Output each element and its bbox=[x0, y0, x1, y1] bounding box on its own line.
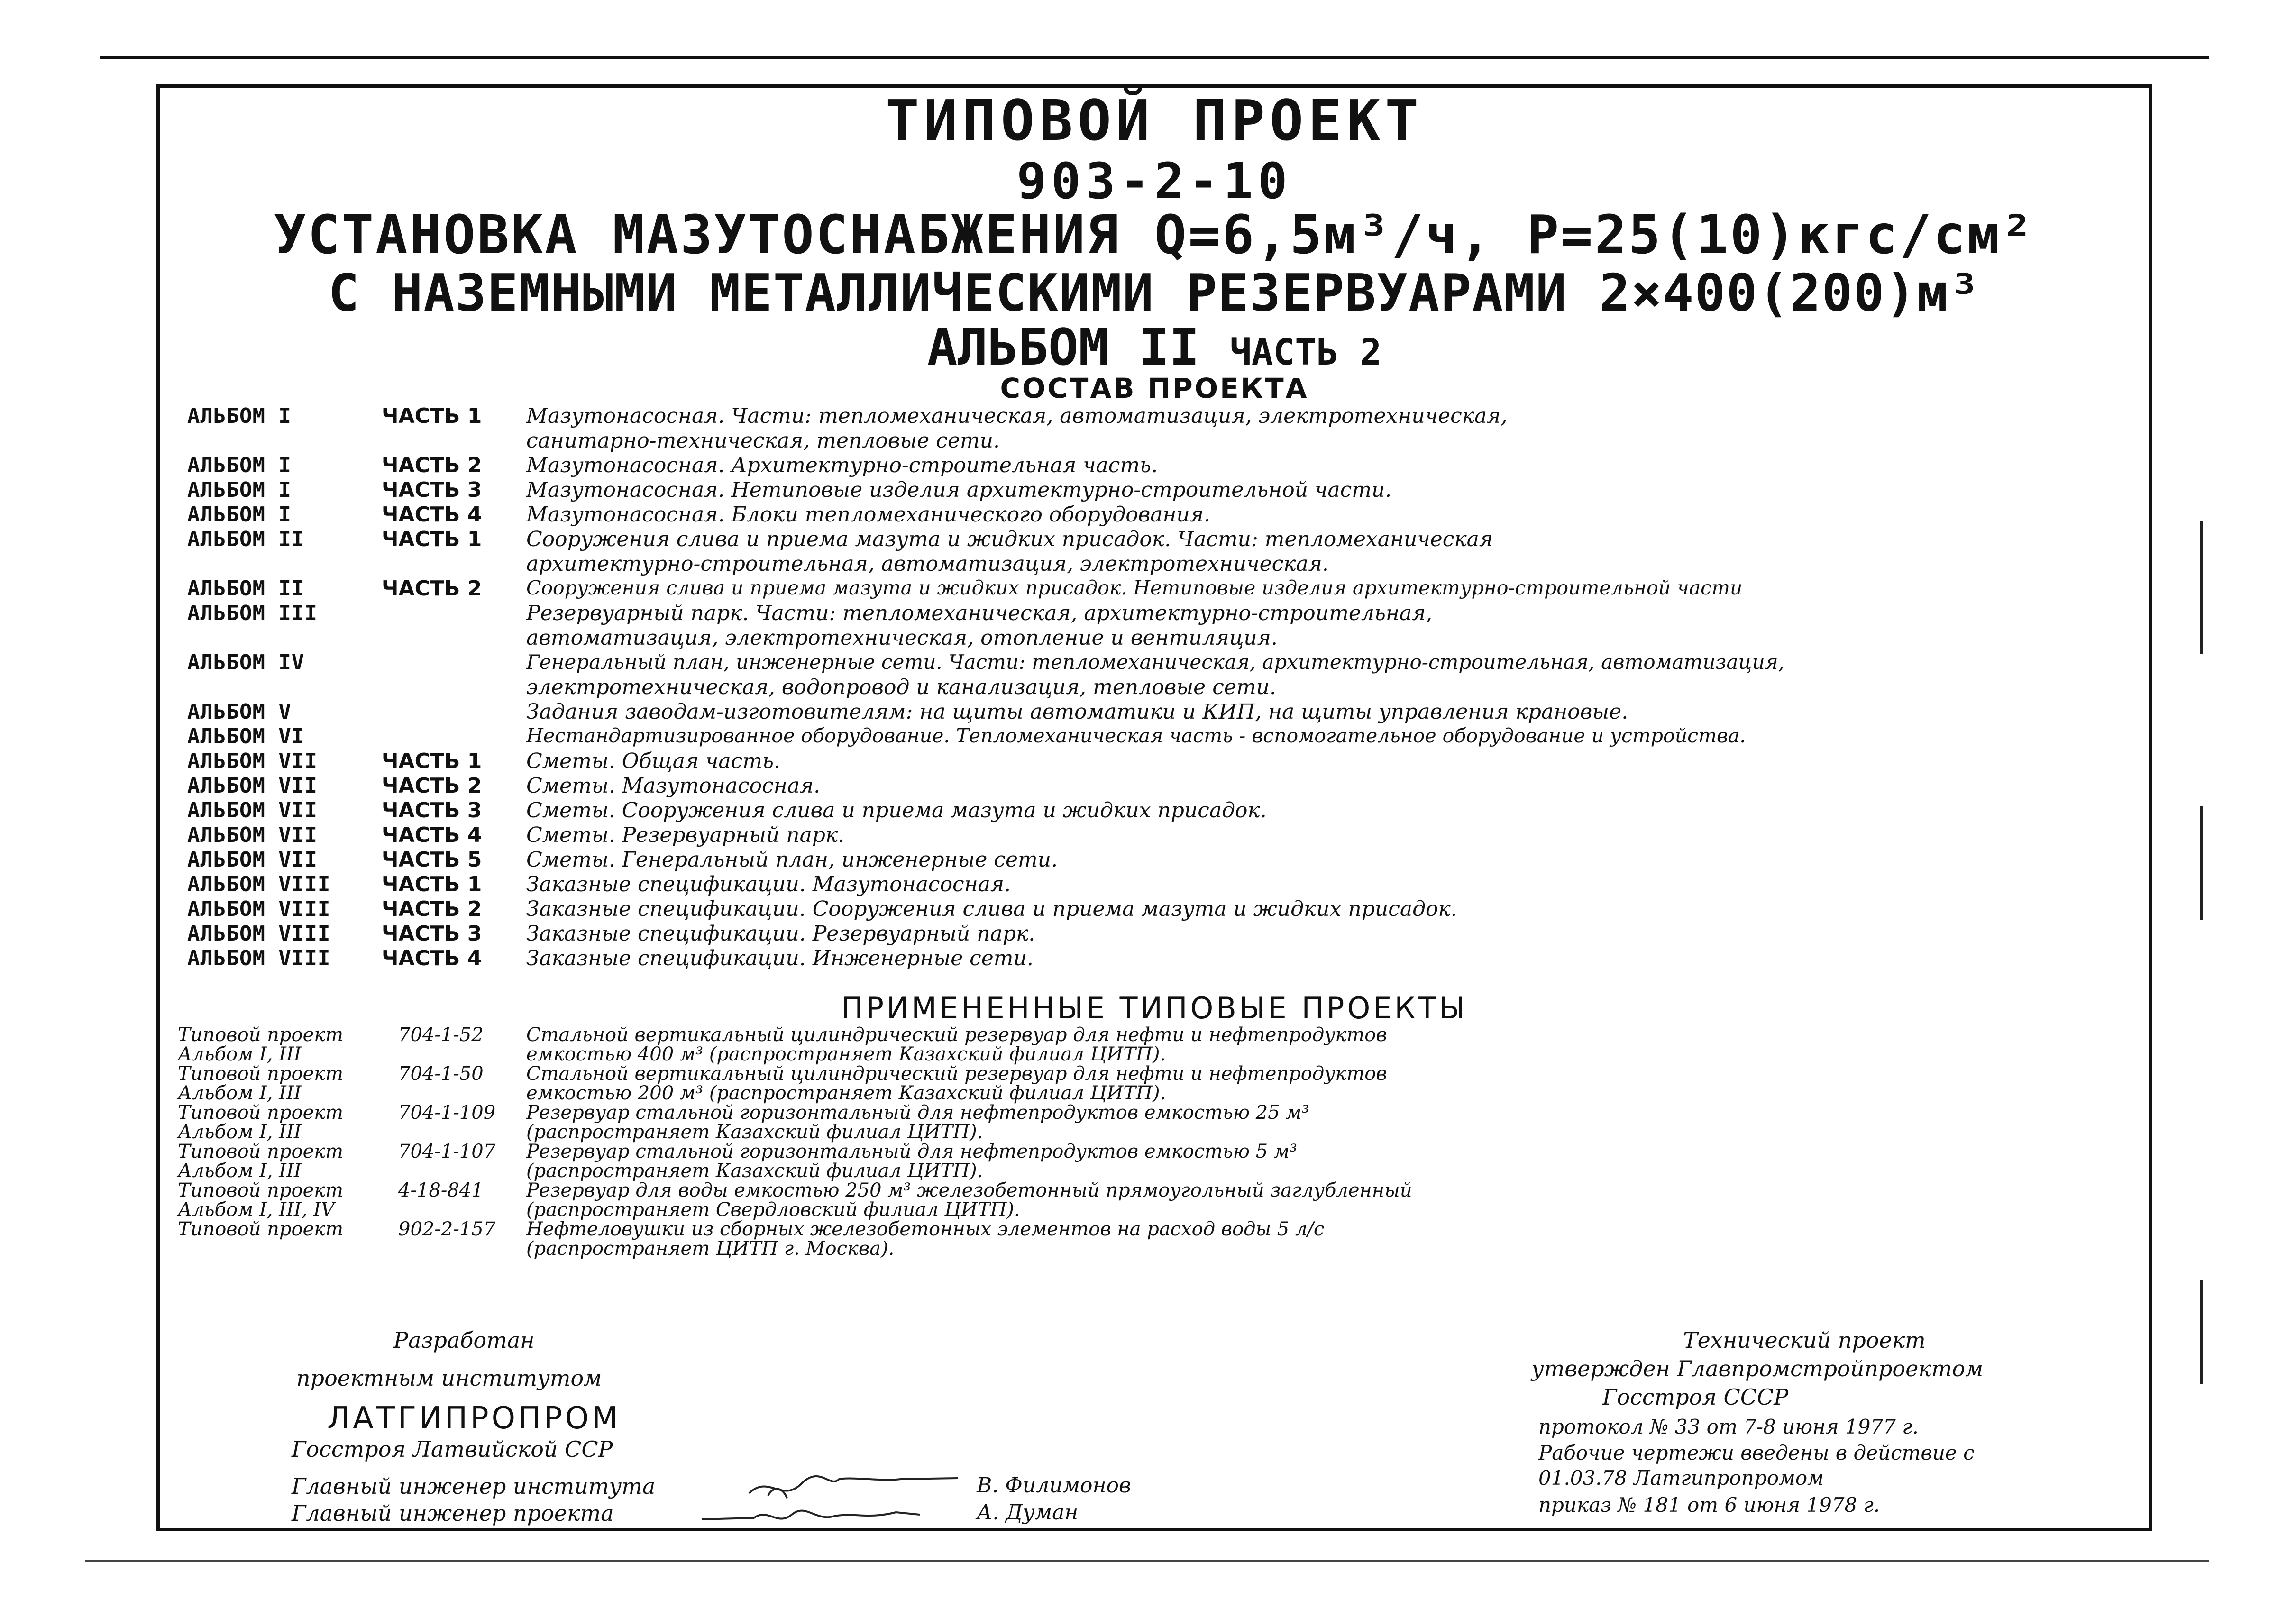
effective-date: 01.03.78 Латгипропромом bbox=[1538, 1466, 1824, 1490]
reference-label: Типовой проект bbox=[178, 1218, 344, 1240]
description: Заказные спецификации. Сооружения слива и приема мазута и жидких присадок. bbox=[526, 897, 1457, 921]
reference-number: 704-1-109 bbox=[398, 1102, 496, 1124]
reference-label: Типовой проект bbox=[178, 1102, 344, 1124]
description: Мазутонасосная. Блоки тепломеханического оборудования. bbox=[526, 503, 1210, 527]
description: Заказные спецификации. Резервуарный парк. bbox=[526, 922, 1035, 946]
reference-description: Резервуар стальной горизонтальный для нефтепродуктов емкостью 5 м³ bbox=[526, 1141, 1298, 1162]
reference-description: Стальной вертикальный цилиндрический резервуар для нефти и нефтепродуктов bbox=[526, 1063, 1387, 1085]
project-title-line1: УСТАНОВКА МАЗУТОСНАБЖЕНИЯ Q=6,5м³/ч, Р=25(10)кгс/см² bbox=[274, 204, 2035, 266]
list-item bbox=[187, 798, 2155, 823]
description: санитарно-техническая, тепловые сети. bbox=[526, 429, 1000, 453]
reference-label: Типовой проект bbox=[178, 1141, 344, 1162]
album-label: АЛЬБОМ VII bbox=[187, 798, 318, 823]
reference-number: 704-1-107 bbox=[398, 1141, 496, 1162]
reference-label: Альбом I, III bbox=[178, 1082, 302, 1104]
album-label: АЛЬБОМ VIII bbox=[187, 946, 331, 970]
description: электротехническая, водопровод и канализация, тепловые сети. bbox=[526, 675, 1276, 699]
drawings-effective-label: Рабочие чертежи введены в действие с bbox=[1538, 1441, 1975, 1464]
description: Мазутонасосная. Архитектурно-строительная часть. bbox=[526, 453, 1158, 477]
part-label: ЧАСТЬ 2 bbox=[382, 897, 482, 921]
list-item bbox=[187, 429, 2155, 453]
list-item bbox=[178, 1238, 2145, 1260]
description: Сметы. Сооружения слива и приема мазута и жидких присадок. bbox=[526, 798, 1267, 823]
right-margin-tick bbox=[2200, 1280, 2203, 1384]
top-rule bbox=[100, 56, 2209, 59]
list-item bbox=[178, 1121, 2145, 1141]
list-item bbox=[178, 1160, 2145, 1182]
description: архитектурно-строительная, автоматизация, электротехническая. bbox=[526, 552, 1329, 576]
chief-engineer-project-label: Главный инженер проекта bbox=[292, 1500, 614, 1526]
description: Заказные спецификации. Инженерные сети. bbox=[526, 946, 1034, 970]
list-item bbox=[187, 700, 2155, 724]
reference-description: емкостью 400 м³ (распространяет Казахский филиал ЦИТП). bbox=[526, 1043, 1166, 1065]
album-label: АЛЬБОМ I bbox=[187, 503, 292, 527]
list-item bbox=[187, 404, 2155, 429]
list-item bbox=[187, 503, 2155, 527]
bottom-rule bbox=[85, 1560, 2209, 1562]
list-item bbox=[187, 774, 2155, 798]
reference-number: 704-1-52 bbox=[398, 1024, 484, 1046]
composition-heading: СОСТАВ ПРОЕКТА bbox=[1000, 372, 1309, 404]
list-item bbox=[187, 675, 2155, 700]
description: Генеральный план, инженерные сети. Части: тепломеханическая, архитектурно-строительная, автоматизация, bbox=[526, 650, 1784, 674]
reference-number: 4-18-841 bbox=[398, 1179, 484, 1201]
part-label: ЧАСТЬ 4 bbox=[382, 503, 482, 527]
album-number: АЛЬБОМ II bbox=[927, 318, 1200, 376]
description: Сооружения слива и приема мазута и жидких присадок. Части: тепломеханическая bbox=[526, 527, 1493, 551]
list-item bbox=[178, 1063, 2145, 1085]
list-item bbox=[187, 724, 2155, 749]
list-item bbox=[178, 1179, 2145, 1199]
reference-number: 902-2-157 bbox=[398, 1218, 496, 1240]
album-label: АЛЬБОМ III bbox=[187, 601, 318, 625]
reference-description: Нефтеловушки из сборных железобетонных элементов на расход воды 5 л/с bbox=[526, 1218, 1325, 1240]
list-item bbox=[178, 1218, 2145, 1238]
list-item bbox=[187, 749, 2155, 774]
list-item bbox=[187, 650, 2155, 675]
description: Мазутонасосная. Нетиповые изделия архитектурно-строительной части. bbox=[526, 478, 1392, 502]
part-label: ЧАСТЬ 3 bbox=[382, 478, 482, 502]
developed-by-label: Разработан bbox=[393, 1327, 535, 1353]
list-item bbox=[187, 478, 2155, 503]
chief-engineer-project-name: А. Думан bbox=[977, 1500, 1079, 1525]
part-label: ЧАСТЬ 1 bbox=[382, 749, 482, 773]
part-label: ЧАСТЬ 5 bbox=[382, 848, 482, 872]
reference-label: Типовой проект bbox=[178, 1024, 344, 1046]
list-item bbox=[187, 922, 2155, 946]
album-label: АЛЬБОМ II bbox=[187, 576, 305, 601]
description: Сметы. Генеральный план, инженерные сети. bbox=[526, 848, 1058, 872]
list-item bbox=[187, 823, 2155, 848]
list-item bbox=[187, 527, 2155, 552]
part-label: ЧАСТЬ 3 bbox=[382, 922, 482, 946]
list-item bbox=[178, 1199, 2145, 1221]
list-item bbox=[178, 1102, 2145, 1124]
album-label: АЛЬБОМ I bbox=[187, 478, 292, 502]
project-title-line2: С НАЗЕМНЫМИ МЕТАЛЛИЧЕСКИМИ РЕЗЕРВУАРАМИ 2×400(200)м³ bbox=[328, 264, 1981, 323]
reference-label: Типовой проект bbox=[178, 1179, 344, 1201]
institute-parent: Госстроя Латвийской ССР bbox=[292, 1436, 613, 1462]
right-margin-tick bbox=[2200, 806, 2203, 920]
part-label: ЧАСТЬ 2 bbox=[382, 453, 482, 477]
list-item bbox=[187, 626, 2155, 650]
part-label: ЧАСТЬ 1 bbox=[382, 527, 482, 551]
album-label: АЛЬБОМ VIII bbox=[187, 872, 331, 896]
reference-description: емкостью 200 м³ (распространяет Казахский филиал ЦИТП). bbox=[526, 1082, 1166, 1104]
album-label: АЛЬБОМ VIII bbox=[187, 897, 331, 921]
reference-label: Типовой проект bbox=[178, 1063, 344, 1085]
list-item bbox=[187, 897, 2155, 922]
applied-projects-list bbox=[178, 1024, 2145, 1260]
institute-name: ЛАТГИПРОПРОМ bbox=[327, 1401, 621, 1436]
reference-description: (распространяет Казахский филиал ЦИТП). bbox=[526, 1160, 983, 1182]
part-label: ЧАСТЬ 2 bbox=[382, 576, 482, 601]
reference-label: Альбом I, III bbox=[178, 1160, 302, 1182]
reference-number: 704-1-50 bbox=[398, 1063, 484, 1085]
part-label: ЧАСТЬ 3 bbox=[382, 798, 482, 823]
reference-label: Альбом I, III bbox=[178, 1043, 302, 1065]
album-label: АЛЬБОМ VII bbox=[187, 848, 318, 872]
approval-authority: Госстроя СССР bbox=[1602, 1384, 1789, 1410]
approved-by: утвержден Главпромстройпроектом bbox=[1531, 1356, 1984, 1381]
order-reference: приказ № 181 от 6 июня 1978 г. bbox=[1538, 1493, 1880, 1517]
title-typical-project: ТИПОВОЙ ПРОЕКТ bbox=[885, 88, 1424, 153]
reference-label: Альбом I, III bbox=[178, 1121, 302, 1143]
description: Резервуарный парк. Части: тепломеханическая, архитектурно-строительная, bbox=[526, 601, 1433, 625]
album-label: АЛЬБОМ I bbox=[187, 404, 292, 428]
album-label: АЛЬБОМ VII bbox=[187, 823, 318, 847]
list-item bbox=[178, 1043, 2145, 1063]
description: Мазутонасосная. Части: тепломеханическая, автоматизация, электротехническая, bbox=[526, 404, 1508, 428]
album-heading bbox=[156, 318, 2152, 376]
list-item bbox=[178, 1024, 2145, 1046]
list-item bbox=[187, 601, 2155, 626]
description: Задания заводам-изготовителям: на щиты автоматики и КИП, на щиты управления крановые. bbox=[526, 700, 1628, 724]
album-label: АЛЬБОМ VII bbox=[187, 774, 318, 798]
description: Сооружения слива и приема мазута и жидких присадок. Нетиповые изделия архитектурно-строительной части bbox=[526, 576, 1743, 599]
album-label: АЛЬБОМ II bbox=[187, 527, 305, 551]
reference-description: Стальной вертикальный цилиндрический резервуар для нефти и нефтепродуктов bbox=[526, 1024, 1387, 1046]
list-item bbox=[178, 1141, 2145, 1160]
reference-label: Альбом I, III, IV bbox=[178, 1199, 335, 1221]
reference-description: (распространяет Казахский филиал ЦИТП). bbox=[526, 1121, 983, 1143]
part-label: ЧАСТЬ 4 bbox=[382, 823, 482, 847]
album-label: АЛЬБОМ V bbox=[187, 700, 292, 724]
list-item bbox=[187, 848, 2155, 872]
signature-mark bbox=[697, 1493, 924, 1536]
album-label: АЛЬБОМ VI bbox=[187, 724, 305, 749]
description: Нестандартизированное оборудование. Тепломеханическая часть - вспомогательное оборудование и устройства. bbox=[526, 724, 1746, 747]
reference-description: Резервуар стальной горизонтальный для нефтепродуктов емкостью 25 м³ bbox=[526, 1102, 1309, 1124]
part-label: ЧАСТЬ 1 bbox=[382, 404, 482, 428]
list-item bbox=[187, 946, 2155, 971]
applied-projects-heading: ПРИМЕНЕННЫЕ ТИПОВЫЕ ПРОЕКТЫ bbox=[841, 991, 1468, 1025]
description: Заказные спецификации. Мазутонасосная. bbox=[526, 872, 1011, 896]
reference-description: (распространяет Свердловский филиал ЦИТП). bbox=[526, 1199, 1020, 1221]
album-label: АЛЬБОМ VIII bbox=[187, 922, 331, 946]
composition-list bbox=[187, 404, 2155, 971]
album-label: АЛЬБОМ IV bbox=[187, 650, 305, 675]
technical-project-label: Технический проект bbox=[1683, 1327, 1926, 1353]
chief-engineer-institute-label: Главный инженер института bbox=[292, 1473, 656, 1499]
description: Сметы. Общая часть. bbox=[526, 749, 780, 773]
approval-protocol: протокол № 33 от 7-8 июня 1977 г. bbox=[1538, 1415, 1919, 1438]
list-item bbox=[187, 552, 2155, 576]
list-item bbox=[178, 1082, 2145, 1102]
list-item bbox=[187, 453, 2155, 478]
reference-description: Резервуар для воды емкостью 250 м³ железобетонный прямоугольный заглубленный bbox=[526, 1179, 1412, 1201]
description: Сметы. Резервуарный парк. bbox=[526, 823, 845, 847]
part-label: ЧАСТЬ 4 bbox=[382, 946, 482, 970]
album-label: АЛЬБОМ VII bbox=[187, 749, 318, 773]
right-margin-tick bbox=[2200, 521, 2203, 654]
list-item bbox=[187, 872, 2155, 897]
reference-description: (распространяет ЦИТП г. Москва). bbox=[526, 1238, 895, 1260]
part-label: ЧАСТЬ 1 bbox=[382, 872, 482, 896]
album-label: АЛЬБОМ I bbox=[187, 453, 292, 477]
description: Сметы. Мазутонасосная. bbox=[526, 774, 821, 798]
description: автоматизация, электротехническая, отопление и вентиляция. bbox=[526, 626, 1278, 650]
list-item bbox=[187, 576, 2155, 601]
project-number: 903-2-10 bbox=[1016, 152, 1292, 210]
chief-engineer-institute-name: В. Филимонов bbox=[977, 1473, 1131, 1498]
developed-by-institute-label: проектным институтом bbox=[296, 1365, 602, 1391]
album-part: ЧАСТЬ 2 bbox=[1229, 331, 1382, 373]
part-label: ЧАСТЬ 2 bbox=[382, 774, 482, 798]
